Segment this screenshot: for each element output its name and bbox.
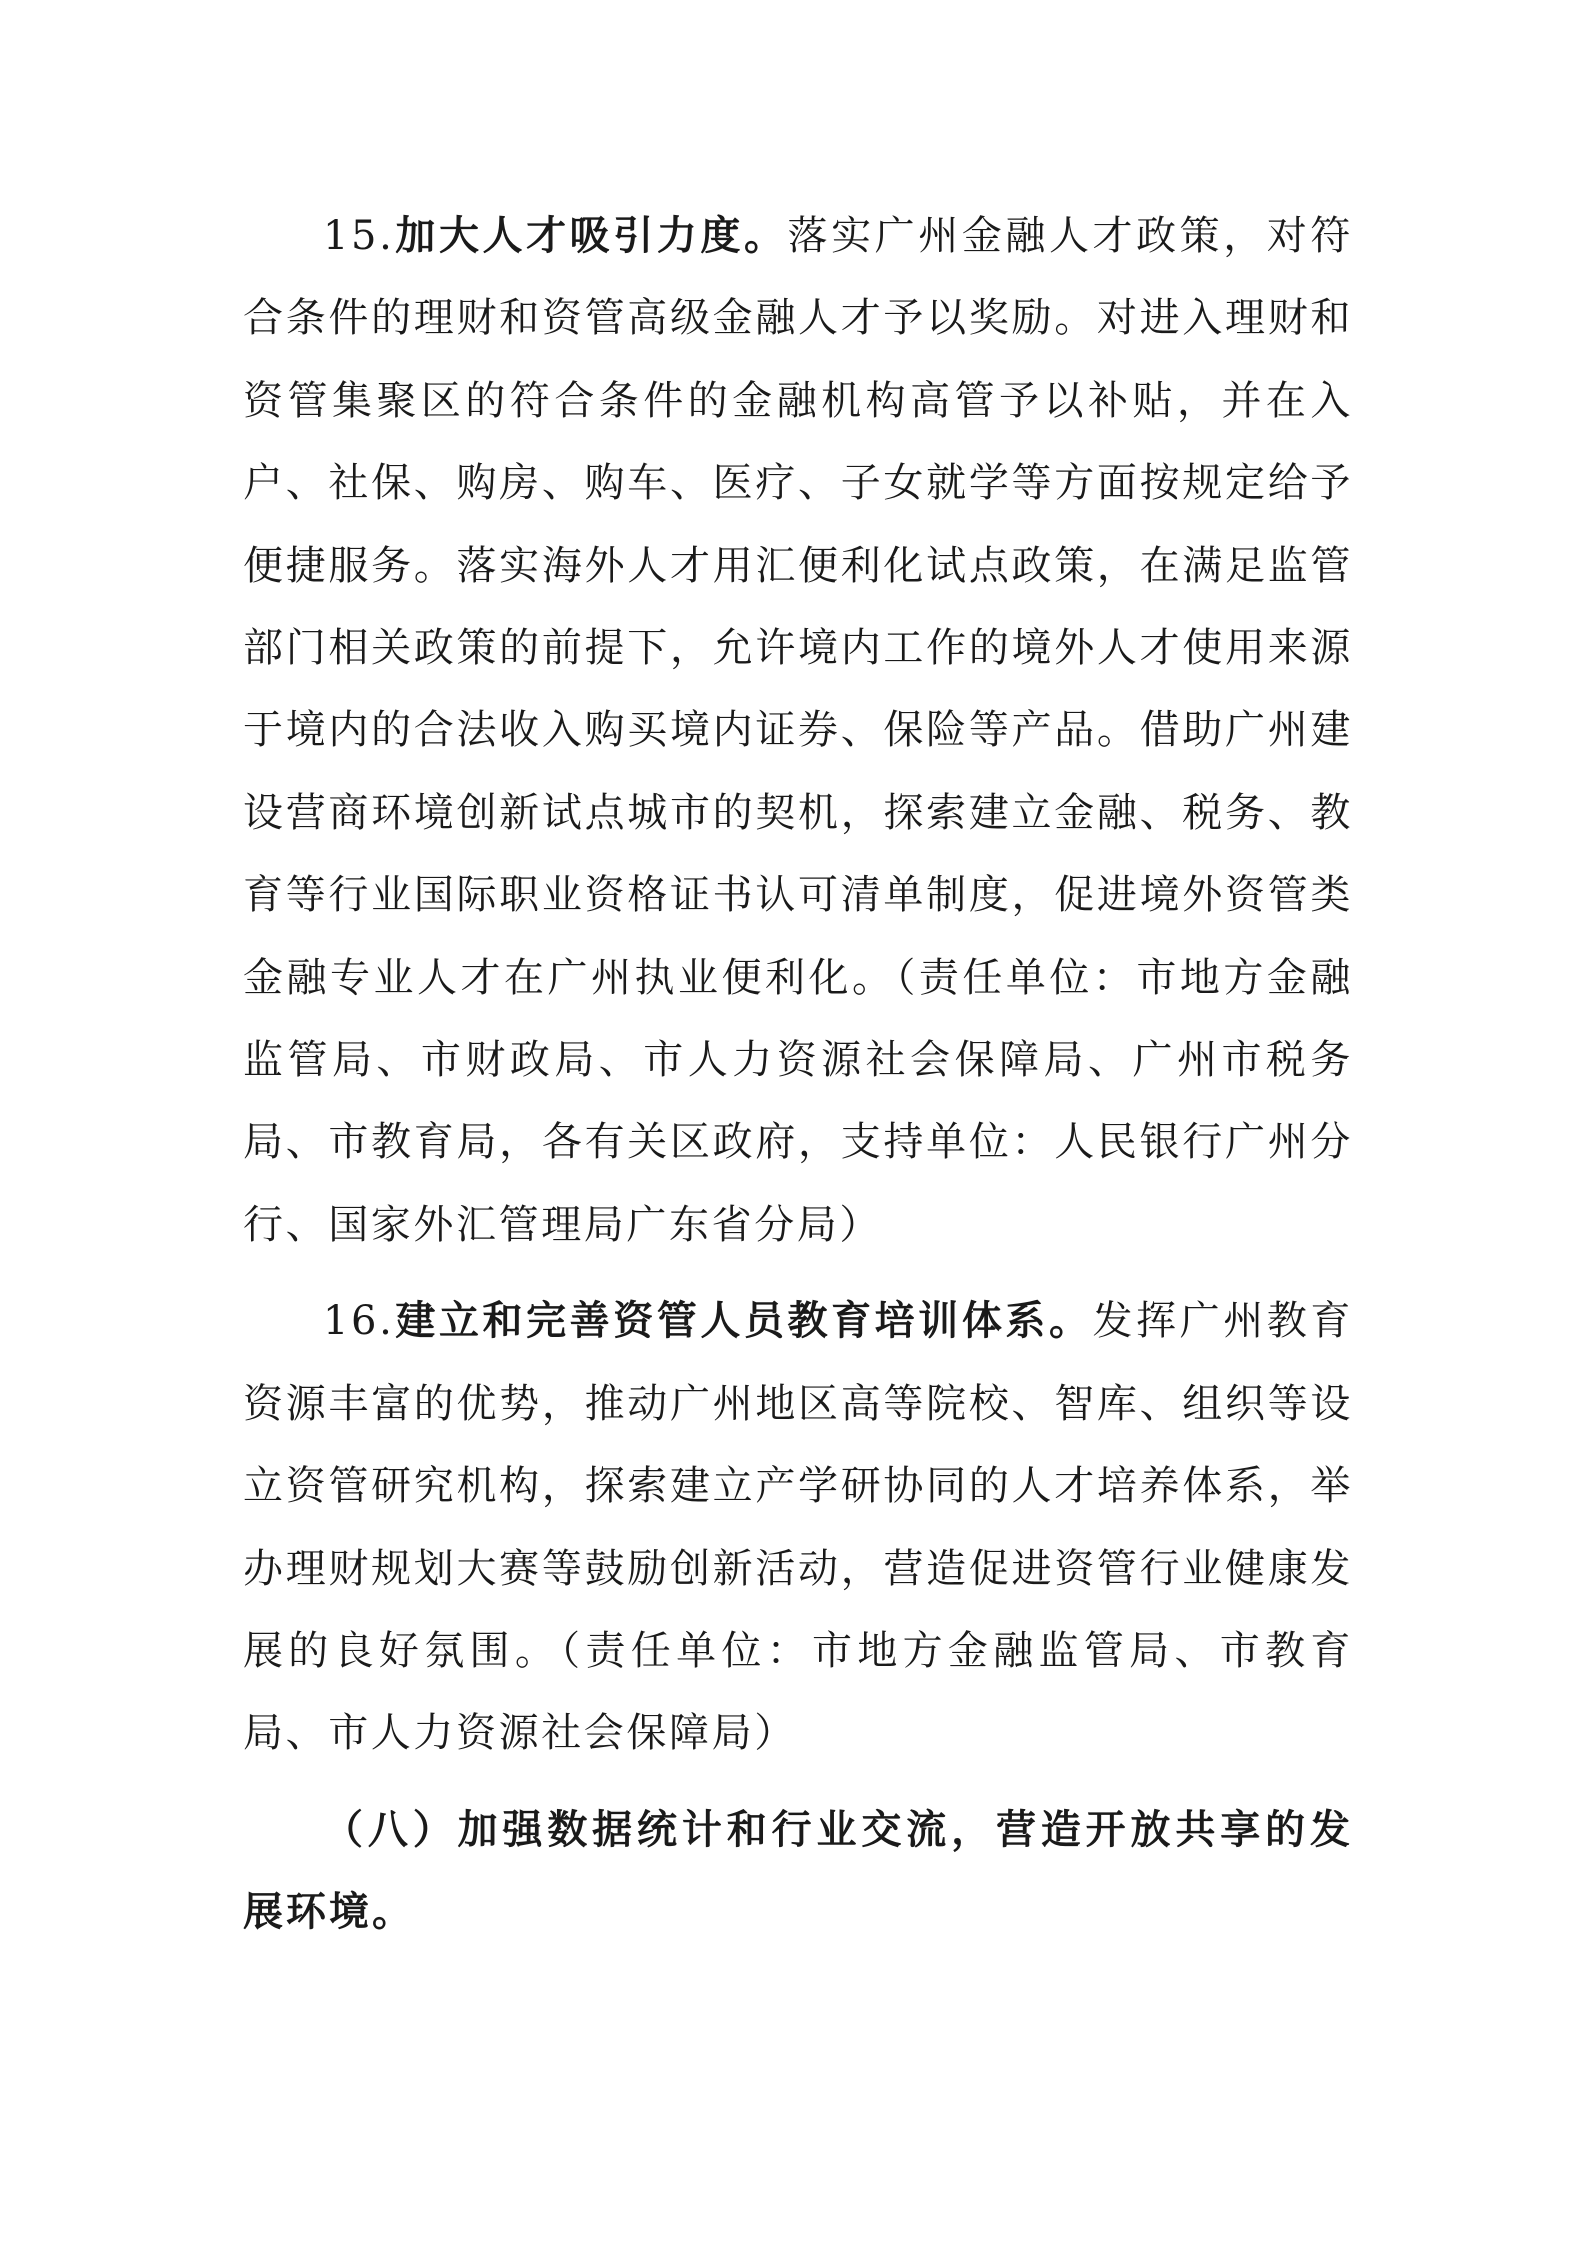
paragraph-16-body: 发挥广州教育资源丰富的优势，推动广州地区高等院校、智库、组织等设立资管研究机构，探索建立产学研协同的人才培养体系，举办理财规划大赛等鼓励创新活动，营造促进资管行业健康发展的良好氛围。（责任单位：市地方金融监管局、市教育局、市人力资源社会保障局） [243,1298,1353,1757]
paragraph-15 [243,195,1353,1266]
paragraph-15-body: 落实广州金融人才政策，对符合条件的理财和资管高级金融人才予以奖励。对进入理财和资管集聚区的符合条件的金融机构高管予以补贴，并在入户、社保、购房、购车、医疗、子女就学等方面按规定给予便捷服务。落实海外人才用汇便利化试点政策，在满足监管部门相关政策的前提下，允许境内工作的境外人才使用来源于境内的合法收入购买境内证券、保险等产品。借助广州建设营商环境创新试点城市的契机，探索建立金融、税务、教育等行业国际职业资格证书认可清单制度，促进境外资管类金融专业人才在广州执业便利化。（责任单位：市地方金融监管局、市财政局、市人力资源社会保障局、广州市税务局、市教育局，各有关区政府，支持单位：人民银行广州分行、国家外汇管理局广东省分局） [243,213,1353,1248]
paragraph-16-lead: 建立和完善资管人员教育培训体系。 [394,1298,1093,1345]
document-body [243,195,1353,1954]
paragraph-15-number: 15. [323,213,395,259]
paragraph-16 [243,1280,1353,1774]
section-heading-8: （八）加强数据统计和行业交流，营造开放共享的发展环境。 [243,1806,1353,1936]
paragraph-16-number: 16. [323,1298,395,1345]
paragraph-15-lead: 加大人才吸引力度。 [394,213,788,259]
